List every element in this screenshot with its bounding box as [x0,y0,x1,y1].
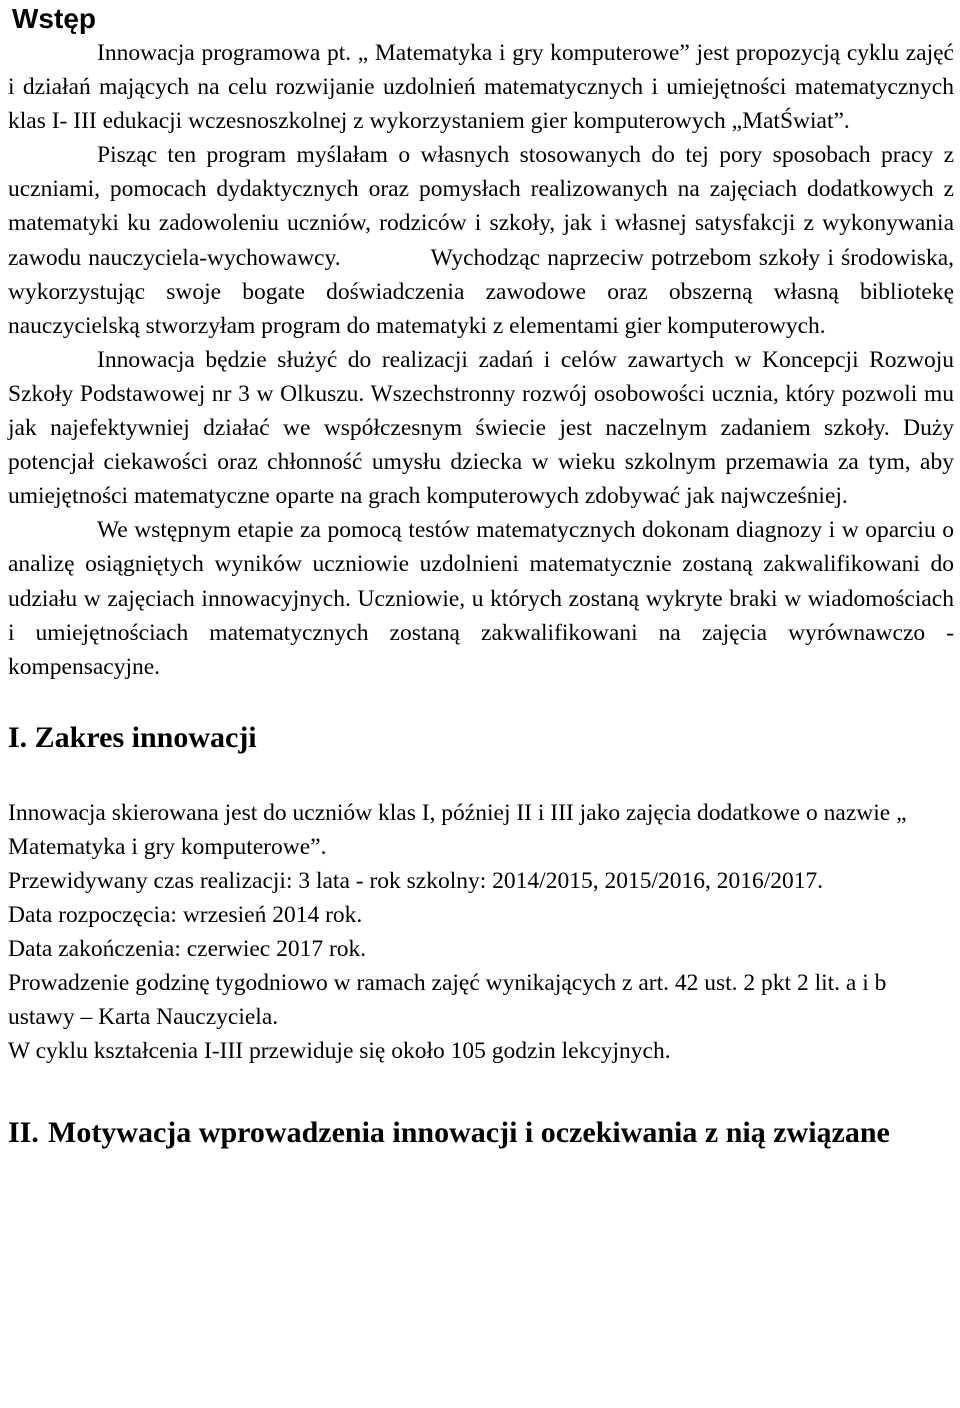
heading-motywacja-title: Motywacja wprowadzenia innowacji i oczekiwania z nią związane [48,1115,890,1149]
line-czas-realizacji: Przewidywany czas realizacji: 3 lata - rok szkolny: 2014/2015, 2015/2016, 2016/2017. [8,867,824,894]
line-cykl-ksztalcenia: W cyklu kształcenia I-III przewiduje się około 105 godzin lekcyjnych. [8,1038,671,1065]
line-data-rozpoczecia: Data rozpoczęcia: wrzesień 2014 rok. [8,902,363,929]
line-prowadzenie: Prowadzenie godzinę tygodniowo w ramach zajęć wynikających z art. 42 ust. 2 pkt 2 lit. a i b ustawy – Karta Nauczyciela. [8,970,887,1031]
heading-motywacja-number: II. [8,1115,39,1149]
document-page [8,0,954,1151]
paragraph-koncepcja: Innowacja będzie służyć do realizacji zadań i celów zawartych w Koncepcji Rozwoju Szkoły Podstawowej nr 3 w Olkuszu. Wszechstronny rozwój osobowości ucznia, który pozwoli mu jak najefektywniej działać we współczesnym świecie jest naczelnym zadaniem szkoły. Duży potencjał ciekawości oraz chłonność umysłu dziecka w wieku szkolnym przemawia za tym, aby umiejętności matematyczne oparte na grach komputerowych zdobywać jak najwcześniej. [8,346,954,510]
line-data-zakonczenia: Data zakończenia: czerwiec 2017 rok. [8,936,367,963]
paragraph-piszac-text: Pisząc ten program myślałam o własnych stosowanych do tej pory sposobach pracy z uczniami, pomocach dydaktycznych oraz pomysłach realizowanych na zajęciach dodatkowych z matematyki ku zadowoleniu uczniów, rodziców i szkoły, jak i własnej satysfakcji z wykonywania zawodu nauczyciela-wychowawcy. [8,142,954,271]
heading-wstep: Wstęp [12,3,96,34]
paragraph-innowacja-intro: Innowacja programowa pt. „ Matematyka i gry komputerowe” jest propozycją cyklu zajęć i działań mających na celu rozwijanie uzdolnień matematycznych i umiejętności matematycznych klas I- III edukacji wczesnoszkolnej z wykorzystaniem gier komputerowych „MatŚwiat”. [8,40,954,135]
heading-zakres-innowacji: I. Zakres innowacji [8,720,257,754]
line-skierowana: Innowacja skierowana jest do uczniów klas I, później II i III jako zajęcia dodatkowe o nazwie „ Matematyka i gry komputerowe”. [8,799,907,860]
paragraph-wychodzac-text: Wychodząc naprzeciw potrzebom szkoły i środowiska, wykorzystując swoje bogate doświadczenia zawodowe oraz obszerną własną bibliotekę nauczycielską stworzyłam program do matematyki z elementami gier komputerowych. [8,244,954,339]
paragraph-piszac [8,138,954,343]
paragraph-diagnoza: We wstępnym etapie za pomocą testów matematycznych dokonam diagnozy i w oparciu o analizę osiągniętych wyników uczniowie uzdolnieni matematycznie zostaną zakwalifikowani do udziału w zajęciach innowacyjnych. Uczniowie, u których zostaną wykryte braki w wiadomościach i umiejętnościach matematycznych zostaną zakwalifikowani na zajęcia wyrównawczo - kompensacyjne. [8,517,954,680]
heading-motywacja [8,1115,954,1151]
